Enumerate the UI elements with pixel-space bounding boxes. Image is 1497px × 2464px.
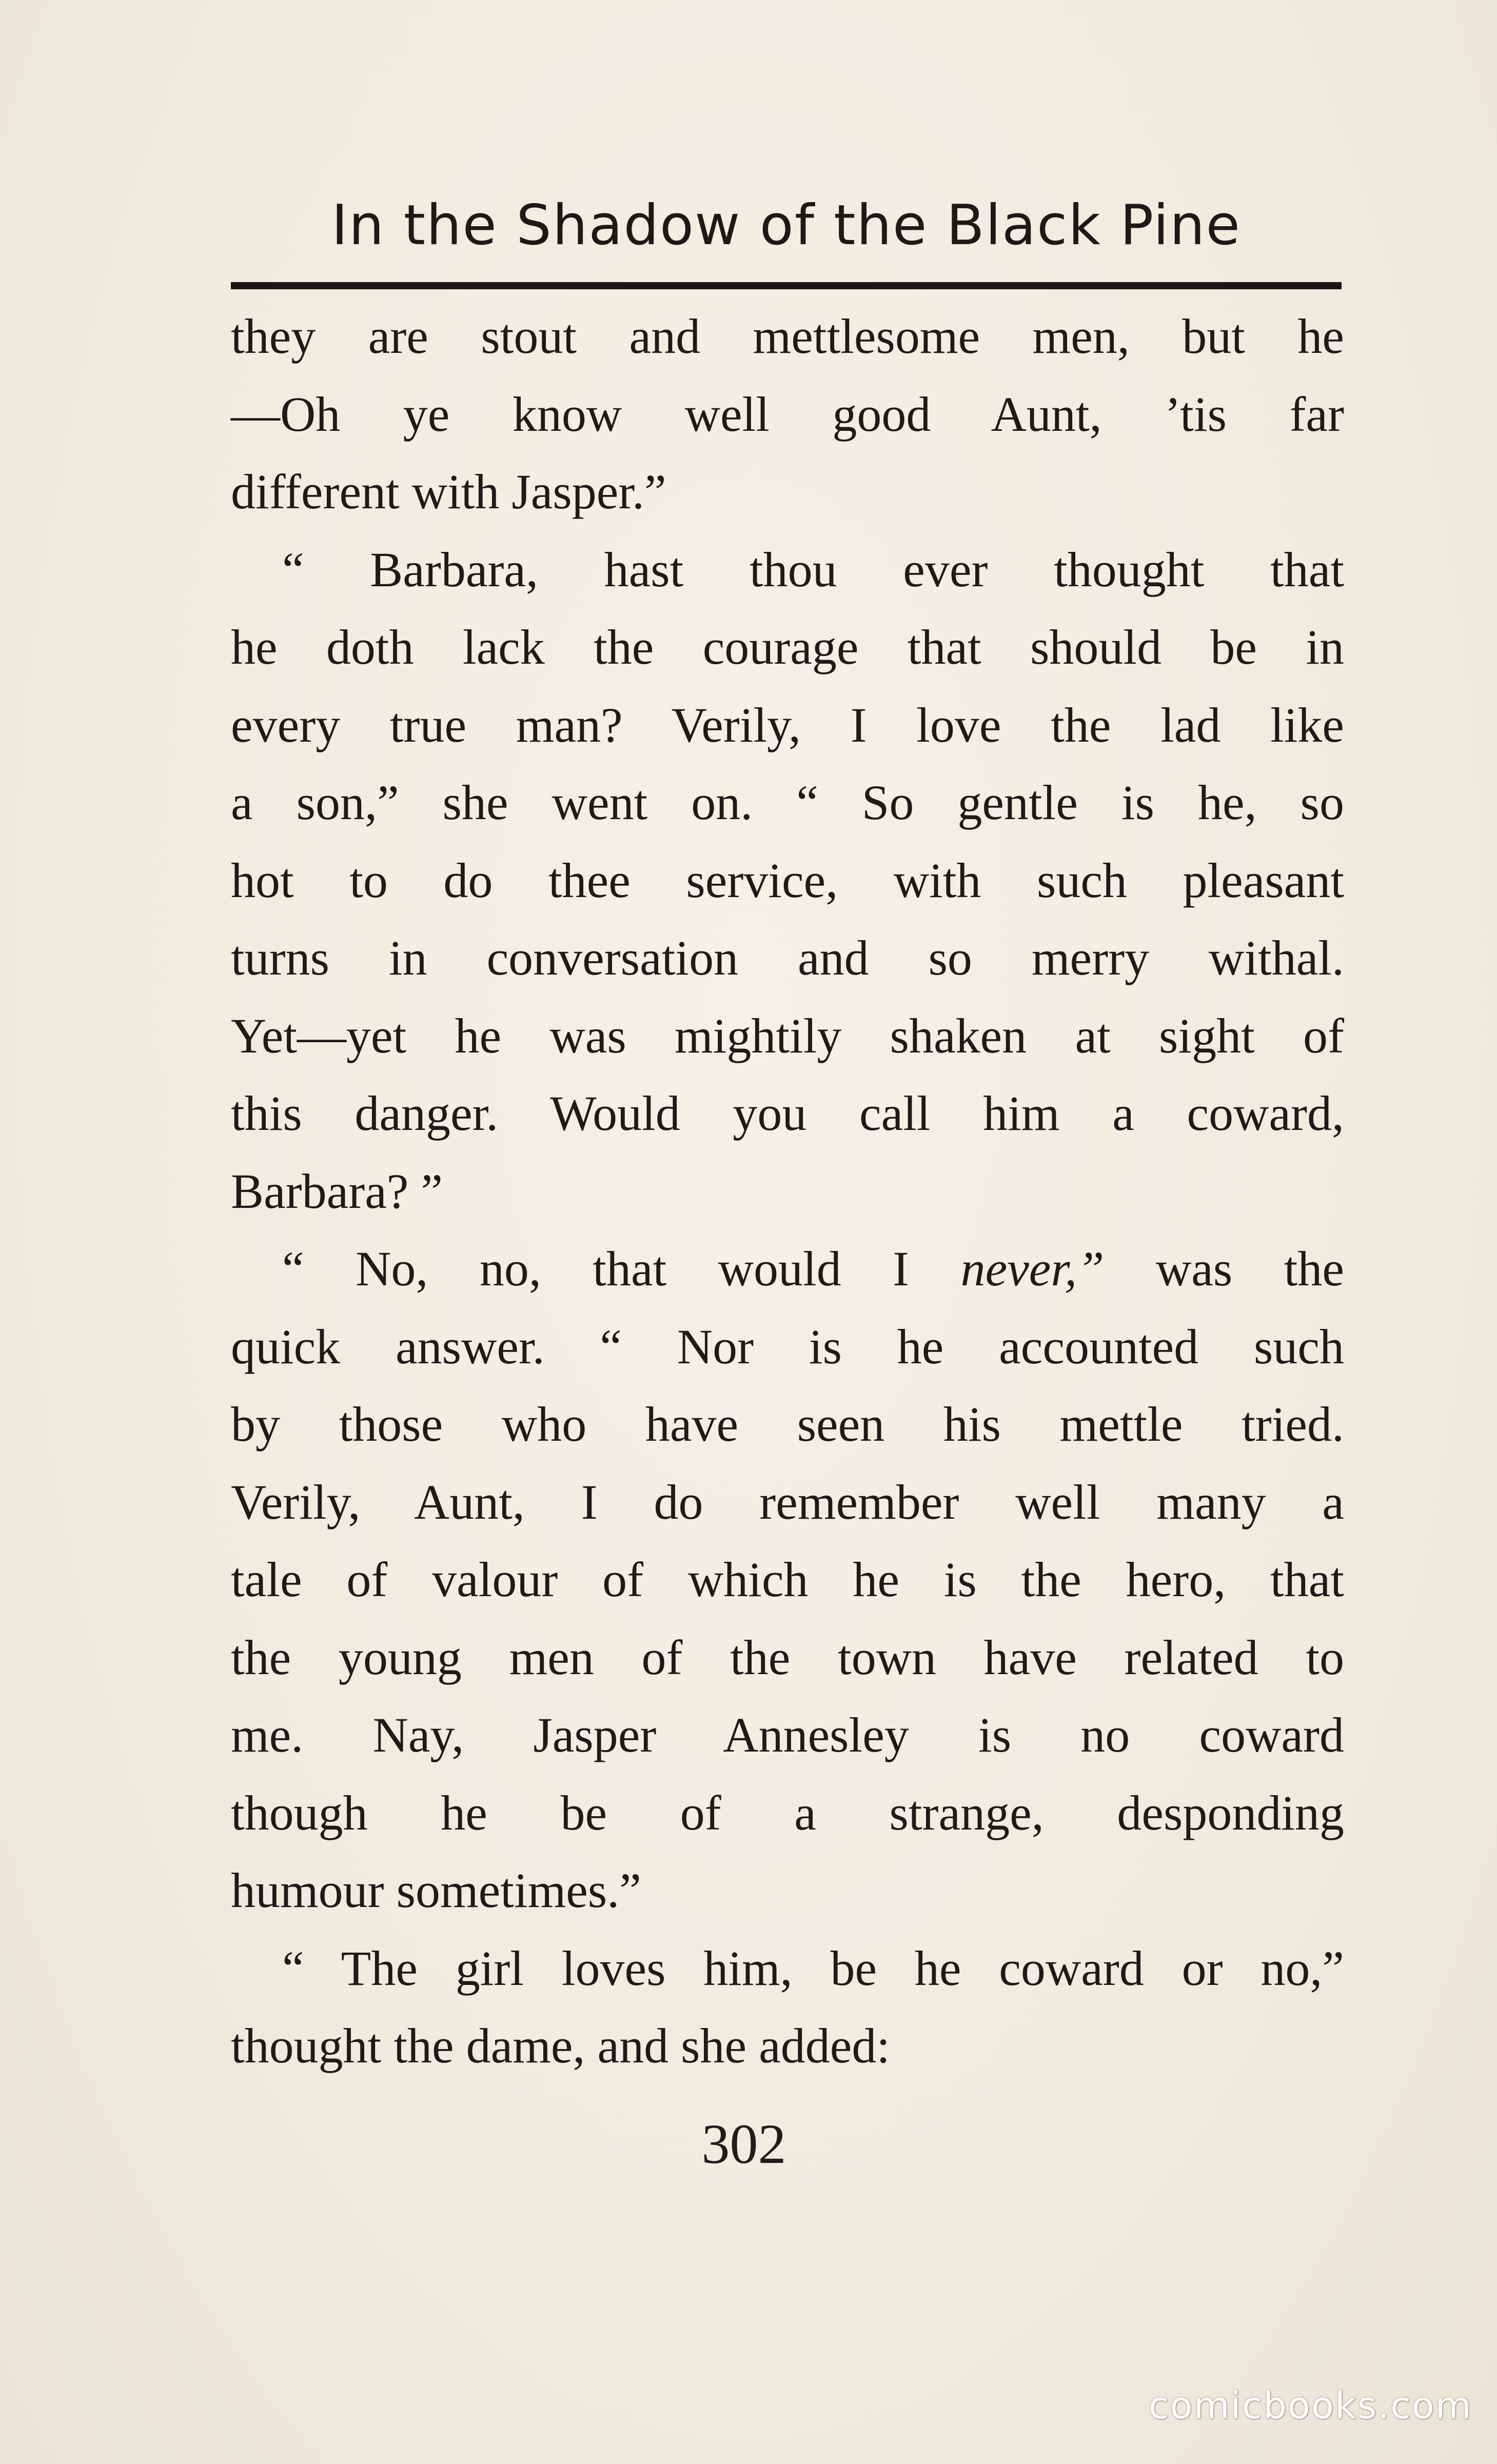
running-head: In the Shadow of the Black Pine	[331, 193, 1241, 257]
text-line: turns in conversation and so merry withal.	[231, 930, 1344, 985]
italic-word: never,”	[960, 1241, 1105, 1296]
text-line: they are stout and mettlesome men, but he	[231, 309, 1344, 364]
page-number: 302	[701, 2113, 786, 2175]
text-line: by those who have seen his mettle tried.	[231, 1397, 1344, 1452]
text-line: hot to do thee service, with such pleasant	[231, 852, 1344, 908]
header-rule	[231, 282, 1342, 289]
text-line: different with Jasper.”	[231, 464, 666, 519]
text-line: me. Nay, Jasper Annesley is no coward	[231, 1707, 1344, 1762]
text-line: Verily, Aunt, I do remember well many a	[231, 1474, 1344, 1529]
text-segment: “ No, no, that would I	[282, 1241, 961, 1296]
text-line: he doth lack the courage that should be in	[231, 620, 1344, 674]
text-line: tale of valour of which he is the hero, that	[231, 1552, 1344, 1607]
text-line: though he be of a strange, desponding	[231, 1785, 1344, 1840]
text-line: humour sometimes.”	[231, 1863, 641, 1918]
text-line: —Oh ye know well good Aunt, ’tis far	[231, 386, 1344, 442]
watermark: comicbooks.com	[1148, 2384, 1472, 2427]
text-line: “ The girl loves him, be he coward or no,”	[282, 1940, 1344, 1996]
text-line: a son,” she went on. “ So gentle is he, so	[231, 775, 1344, 830]
text-line: Barbara? ”	[231, 1163, 443, 1219]
text-line: Yet—yet he was mightily shaken at sight of	[231, 1008, 1344, 1063]
body-text	[231, 297, 1344, 2085]
text-line: the young men of the town have related to	[231, 1630, 1344, 1685]
text-line: thought the dame, and she added:	[231, 2018, 890, 2073]
text-segment: was the	[1104, 1241, 1344, 1296]
text-line: quick answer. “ Nor is he accounted such	[231, 1319, 1344, 1374]
text-line: this danger. Would you call him a coward,	[231, 1086, 1344, 1141]
text-line: “ Barbara, hast thou ever thought that	[282, 542, 1344, 597]
text-line: every true man? Verily, I love the lad like	[231, 697, 1344, 752]
text-line	[231, 1230, 1344, 1308]
